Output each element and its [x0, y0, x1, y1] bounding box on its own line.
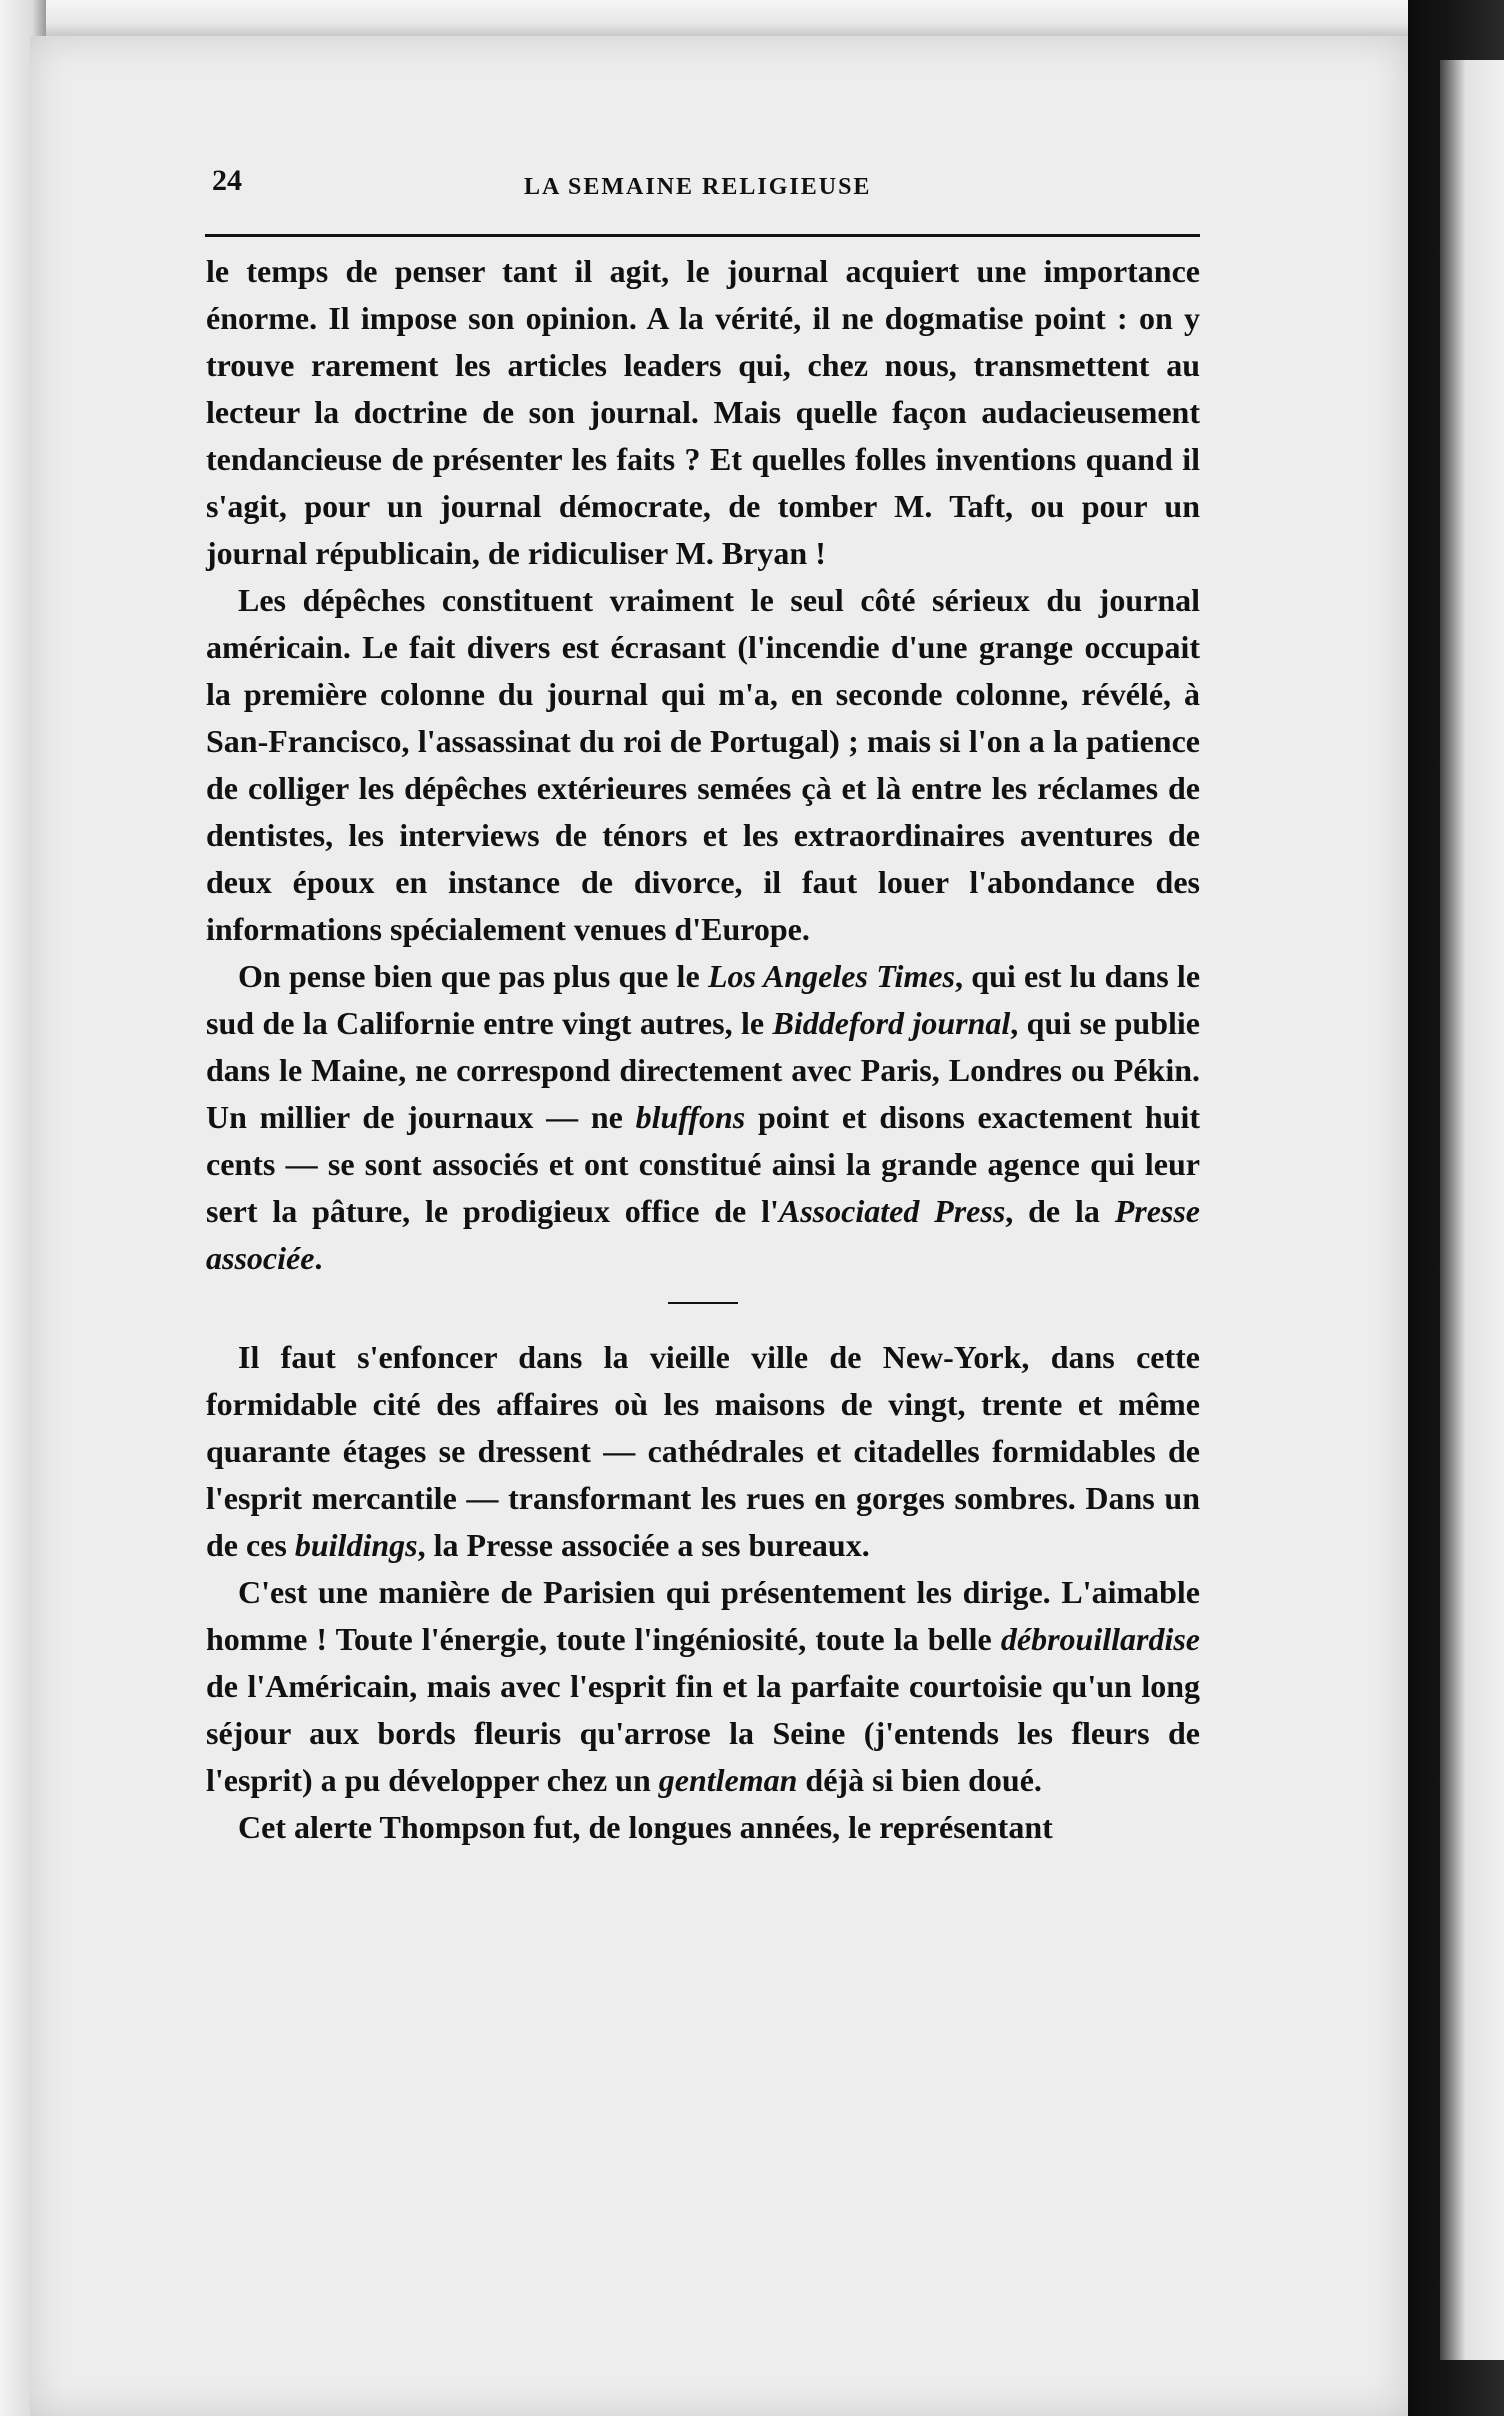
text-segment: point et disons exactement huit cents — se sont associés et ont constitué ainsi la grande agence qui leur sert la pâture, le prodigieux office de l' — [206, 1099, 1201, 1229]
body-text — [206, 248, 1200, 1851]
italic-text: buildings — [294, 1527, 418, 1563]
header-rule — [205, 234, 1200, 237]
text-segment: le temps de penser tant il agit, le journal acquiert une importance énorme. Il impose son opinion. A la vérité, il ne dogmatise point : on y trouve rarement les articles leaders qui, chez nous, transmettent au lecteur la doctrine de son journal. Mais quelle façon audacieusement tendancieuse de présenter les faits ? Et quelles folles inventions quand il s'agit, pour un journal démocrate, de tomber M. Taft, ou pour un journal républicain, de ridiculiser M. Bryan ! — [206, 253, 1200, 571]
text-segment: Cet alerte Thompson fut, de longues années, le représentant — [238, 1809, 1053, 1845]
italic-text: Associated Press — [778, 1193, 1006, 1229]
paragraph — [206, 1804, 1200, 1851]
text-segment: On pense bien que pas plus que le — [238, 958, 708, 994]
text-segment: , qui se publie dans le Maine, ne correspond directement avec Paris, Londres ou Pékin. Un millier de journaux — ne — [206, 1005, 1200, 1135]
text-segment: Les dépêches constituent vraiment le seul côté sérieux du journal américain. Le fait divers est écrasant (l'incendie d'une grange occupait la première colonne du journal qui m'a, en seconde colonne, révélé, à San-Francisco, l'assassinat du roi de Portugal) ; mais si l'on a la patience de colliger les dépêches extérieures semées çà et là entre les réclames de dentistes, les interviews de ténors et les extraordinaires aventures de deux époux en instance de divorce, il faut louer l'abondance des informations spécialement venues d'Europe. — [206, 582, 1200, 947]
paragraph — [206, 1334, 1200, 1569]
italic-text: Los Angeles Times — [707, 958, 955, 994]
text-segment: , de la — [1005, 1193, 1115, 1229]
text-segment: , la Presse associée a ses bureaux. — [417, 1527, 870, 1563]
paragraph — [206, 1569, 1200, 1804]
text-segment: de l'Américain, mais avec l'esprit fin et la parfaite courtoisie qu'un long séjour aux bords fleuris qu'arrose la Seine (j'entends les fleurs de l'esprit) a pu développer chez un — [206, 1668, 1200, 1798]
text-segment: . — [314, 1240, 323, 1276]
paragraph — [206, 248, 1200, 577]
text-segment: C'est une manière de Parisien qui présentement les dirige. L'aimable homme ! Toute l'énergie, toute l'ingéniosité, toute la belle — [206, 1574, 1200, 1657]
italic-text: bluffons — [635, 1099, 746, 1135]
italic-text: gentleman — [658, 1762, 798, 1798]
italic-text: débrouillardise — [1000, 1621, 1200, 1657]
text-segment: , qui est lu dans le sud de la Californie entre vingt autres, le — [206, 958, 1201, 1041]
scan-top-edge — [0, 0, 1504, 40]
page-header — [180, 158, 1200, 208]
running-head: LA SEMAINE RELIGIEUSE — [524, 174, 872, 200]
page-number: 24 — [212, 164, 242, 197]
italic-text: Biddeford journal — [772, 1005, 1011, 1041]
section-break — [668, 1302, 738, 1304]
text-segment: Il faut s'enfoncer dans la vieille ville de New-York, dans cette formidable cité des affaires où les maisons de vingt, trente et même quarante étages se dressent — cathédrales et citadelles formidables de l'esprit mercantile — transformant les rues en gorges sombres. Dans un de ces — [206, 1339, 1200, 1563]
italic-text: Presse associée — [206, 1193, 1200, 1276]
text-segment: déjà si bien doué. — [797, 1762, 1042, 1798]
paragraph — [206, 577, 1200, 953]
next-page-edge — [1440, 60, 1504, 2360]
paragraph — [206, 953, 1200, 1282]
